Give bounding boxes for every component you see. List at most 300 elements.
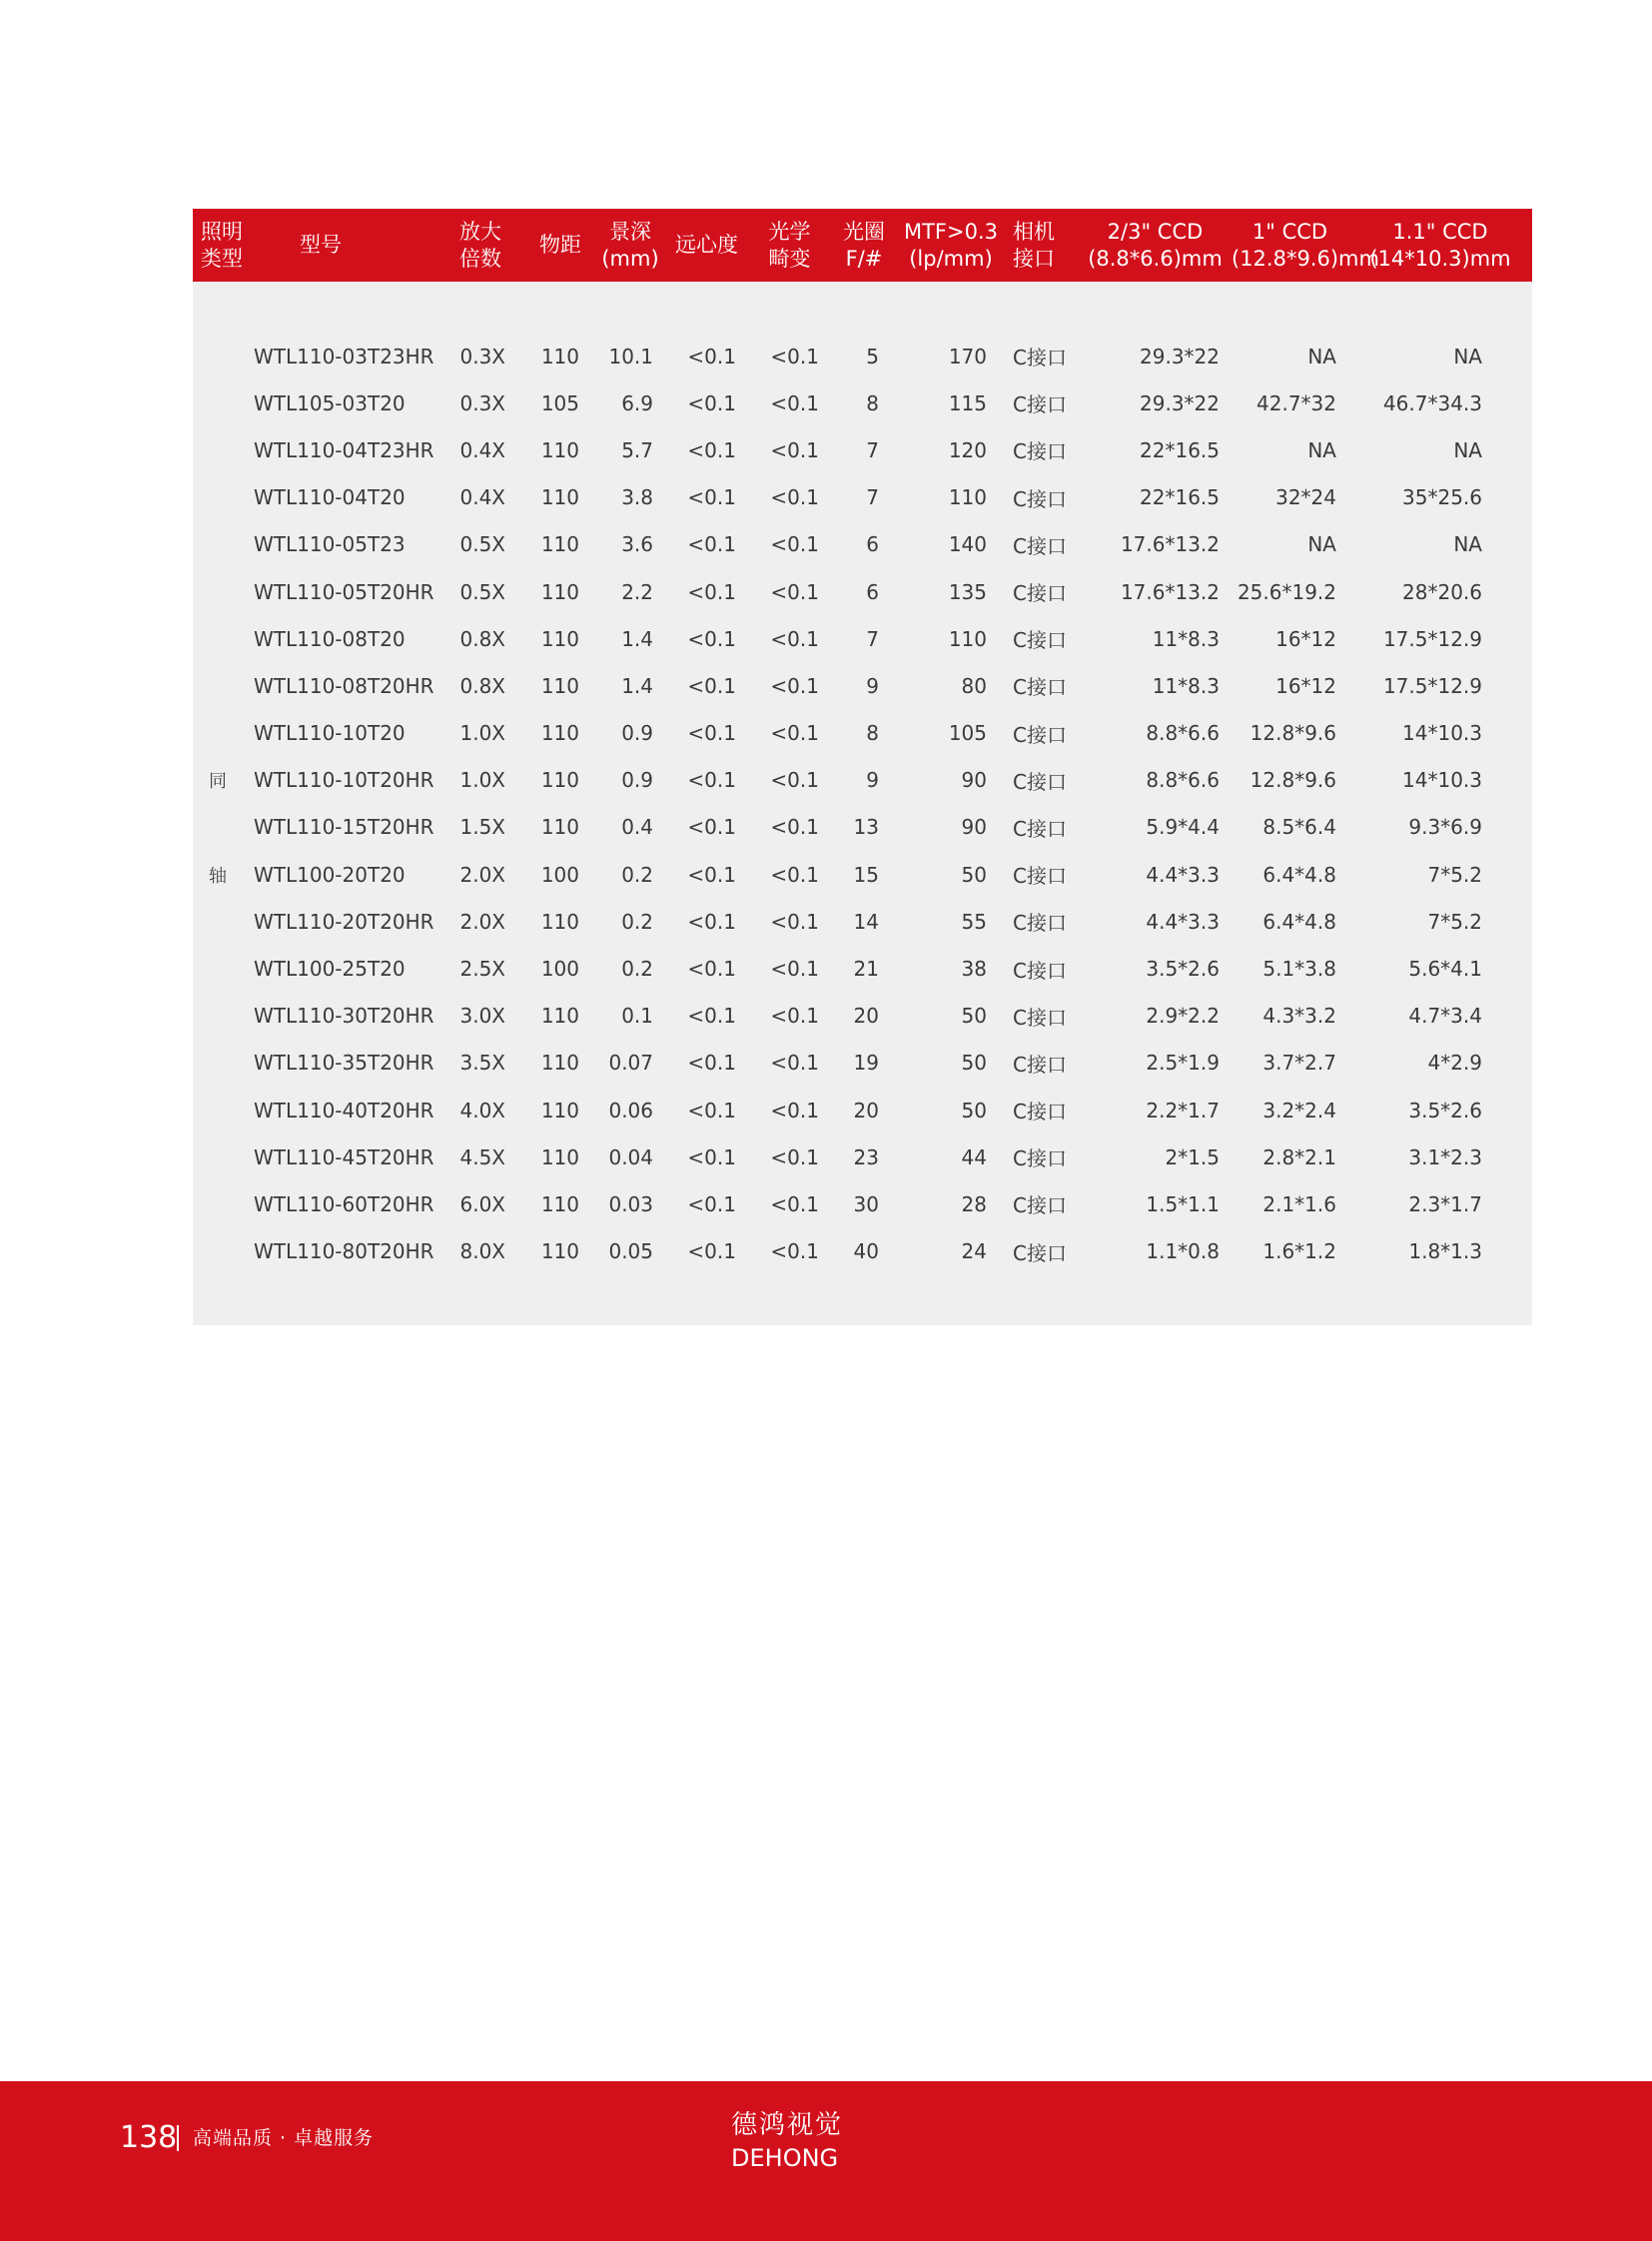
footer-divider	[177, 2125, 179, 2151]
table-row	[193, 474, 1532, 521]
cell-mtf: 90	[961, 815, 987, 840]
cell-depth-of-field: 0.05	[608, 1239, 653, 1264]
cell-camera-mount: C接口	[1013, 958, 1067, 983]
cell-magnification: 0.4X	[459, 437, 505, 462]
cell-aperture: 40	[853, 1239, 879, 1264]
page-footer	[0, 2081, 1652, 2241]
cell-ccd-1-1: 14*10.3	[1402, 768, 1482, 793]
cell-ccd-2-3: 8.8*6.6	[1146, 721, 1220, 746]
cell-working-distance: 110	[540, 344, 579, 369]
header-line: 物距	[539, 233, 581, 257]
cell-ccd-2-3: 4.4*3.3	[1146, 862, 1220, 887]
cell-ccd-1-1: NA	[1453, 344, 1482, 369]
cell-working-distance: 110	[540, 673, 579, 698]
table-row	[193, 804, 1532, 851]
cell-distortion: <0.1	[770, 1051, 819, 1076]
cell-distortion: <0.1	[770, 579, 819, 604]
cell-aperture: 15	[853, 862, 879, 887]
cell-telecentricity: <0.1	[687, 532, 736, 557]
cell-aperture: 7	[866, 437, 879, 462]
header-working-distance	[525, 209, 595, 282]
cell-magnification: 4.5X	[459, 1144, 505, 1169]
cell-mtf: 105	[948, 721, 987, 746]
cell-model: WTL110-15T20HR	[254, 815, 434, 840]
cell-depth-of-field: 0.9	[621, 768, 653, 793]
header-line: 光圈	[843, 219, 885, 244]
cell-depth-of-field: 5.7	[621, 437, 653, 462]
cell-telecentricity: <0.1	[687, 1098, 736, 1122]
cell-telecentricity: <0.1	[687, 626, 736, 651]
cell-working-distance: 110	[540, 1191, 579, 1216]
cell-ccd-1: 3.7*2.7	[1262, 1051, 1336, 1076]
header-line: 光学	[768, 219, 811, 244]
cell-distortion: <0.1	[770, 390, 819, 415]
cell-distortion: <0.1	[770, 344, 819, 369]
cell-aperture: 19	[853, 1051, 879, 1076]
table-row	[193, 993, 1532, 1040]
header-ccd-2-3	[1079, 209, 1232, 282]
cell-working-distance: 100	[540, 957, 579, 982]
cell-magnification: 0.5X	[459, 532, 505, 557]
cell-distortion: <0.1	[770, 673, 819, 698]
cell-ccd-1-1: 35*25.6	[1402, 485, 1482, 510]
header-line: (8.8*6.6)mm	[1088, 246, 1223, 271]
header-line: 2/3" CCD	[1107, 219, 1204, 244]
cell-magnification: 4.0X	[459, 1098, 505, 1122]
cell-telecentricity: <0.1	[687, 909, 736, 934]
cell-magnification: 0.3X	[459, 390, 505, 415]
cell-distortion: <0.1	[770, 1004, 819, 1029]
cell-depth-of-field: 10.1	[608, 344, 653, 369]
cell-ccd-1: 2.8*2.1	[1262, 1144, 1336, 1169]
cell-ccd-2-3: 1.1*0.8	[1146, 1239, 1220, 1264]
cell-aperture: 20	[853, 1004, 879, 1029]
table-row	[193, 615, 1532, 662]
cell-model: WTL110-20T20HR	[254, 909, 434, 934]
cell-distortion: <0.1	[770, 532, 819, 557]
cell-camera-mount: C接口	[1013, 675, 1067, 700]
cell-ccd-2-3: 4.4*3.3	[1146, 909, 1220, 934]
table-row	[193, 568, 1532, 615]
cell-ccd-1-1: 14*10.3	[1402, 721, 1482, 746]
cell-ccd-1-1: 9.3*6.9	[1408, 815, 1482, 840]
illumination-type-cell	[193, 333, 254, 1325]
cell-model: WTL110-35T20HR	[254, 1051, 434, 1076]
cell-mtf: 115	[948, 390, 987, 415]
cell-ccd-2-3: 2.9*2.2	[1146, 1004, 1220, 1029]
header-line: (12.8*9.6)mm	[1232, 246, 1379, 271]
cell-working-distance: 110	[540, 532, 579, 557]
cell-depth-of-field: 0.04	[608, 1144, 653, 1169]
cell-camera-mount: C接口	[1013, 722, 1067, 747]
cell-camera-mount: C接口	[1013, 628, 1067, 653]
cell-camera-mount: C接口	[1013, 911, 1067, 936]
cell-depth-of-field: 0.9	[621, 721, 653, 746]
cell-model: WTL110-10T20	[254, 721, 406, 746]
header-distortion	[748, 209, 831, 282]
cell-distortion: <0.1	[770, 626, 819, 651]
spacer-cell	[193, 282, 1532, 333]
cell-ccd-1-1: 5.6*4.1	[1408, 957, 1482, 982]
cell-depth-of-field: 1.4	[621, 626, 653, 651]
header-depth-of-field	[595, 209, 665, 282]
cell-depth-of-field: 3.6	[621, 532, 653, 557]
header-model	[254, 209, 451, 282]
cell-ccd-1: 5.1*3.8	[1262, 957, 1336, 982]
cell-telecentricity: <0.1	[687, 390, 736, 415]
cell-aperture: 6	[866, 579, 879, 604]
cell-camera-mount: C接口	[1013, 1193, 1067, 1218]
cell-distortion: <0.1	[770, 1239, 819, 1264]
cell-depth-of-field: 0.2	[621, 862, 653, 887]
cell-magnification: 8.0X	[459, 1239, 505, 1264]
table-row	[193, 333, 1532, 379]
header-line: MTF>0.3	[903, 219, 999, 244]
cell-ccd-1-1: 28*20.6	[1402, 579, 1482, 604]
cell-model: WTL110-10T20HR	[254, 768, 434, 793]
cell-ccd-2-3: 17.6*13.2	[1120, 579, 1220, 604]
cell-aperture: 30	[853, 1191, 879, 1216]
cell-magnification: 3.0X	[459, 1004, 505, 1029]
cell-mtf: 135	[948, 579, 987, 604]
header-line: 畸变	[768, 246, 811, 271]
cell-ccd-2-3: 2.5*1.9	[1146, 1051, 1220, 1076]
cell-depth-of-field: 2.2	[621, 579, 653, 604]
cell-telecentricity: <0.1	[687, 344, 736, 369]
header-aperture	[831, 209, 897, 282]
cell-telecentricity: <0.1	[687, 815, 736, 840]
cell-aperture: 14	[853, 909, 879, 934]
cell-camera-mount: C接口	[1013, 439, 1067, 464]
brand-name-cn: 德鸿视觉	[731, 2110, 844, 2140]
cell-mtf: 50	[961, 1051, 987, 1076]
header-ccd-1-1	[1348, 209, 1532, 282]
cell-camera-mount: C接口	[1013, 816, 1067, 841]
header-line: (mm)	[601, 246, 659, 271]
cell-telecentricity: <0.1	[687, 437, 736, 462]
cell-model: WTL110-30T20HR	[254, 1004, 434, 1029]
cell-camera-mount: C接口	[1013, 769, 1067, 794]
cell-aperture: 6	[866, 532, 879, 557]
cell-ccd-2-3: 17.6*13.2	[1120, 532, 1220, 557]
cell-magnification: 3.5X	[459, 1051, 505, 1076]
table-row	[193, 851, 1532, 898]
cell-distortion: <0.1	[770, 437, 819, 462]
cell-camera-mount: C接口	[1013, 533, 1067, 558]
cell-ccd-2-3: 29.3*22	[1140, 344, 1220, 369]
header-line: 型号	[300, 233, 342, 257]
cell-ccd-1: 16*12	[1275, 626, 1336, 651]
cell-aperture: 7	[866, 626, 879, 651]
cell-ccd-2-3: 1.5*1.1	[1146, 1191, 1220, 1216]
cell-depth-of-field: 3.8	[621, 485, 653, 510]
cell-working-distance: 110	[540, 626, 579, 651]
header-line: 相机	[1013, 219, 1055, 244]
cell-telecentricity: <0.1	[687, 1191, 736, 1216]
cell-working-distance: 110	[540, 909, 579, 934]
header-line: 1" CCD	[1251, 219, 1328, 244]
header-line: 照明	[201, 219, 243, 244]
cell-depth-of-field: 0.1	[621, 1004, 653, 1029]
cell-ccd-1: 2.1*1.6	[1262, 1191, 1336, 1216]
cell-ccd-1-1: 3.5*2.6	[1408, 1098, 1482, 1122]
cell-ccd-2-3: 8.8*6.6	[1146, 768, 1220, 793]
cell-magnification: 2.5X	[459, 957, 505, 982]
cell-magnification: 0.3X	[459, 344, 505, 369]
cell-working-distance: 110	[540, 721, 579, 746]
header-line: 倍数	[459, 246, 501, 271]
illumination-char: 轴	[209, 865, 227, 887]
header-line: 远心度	[675, 233, 738, 257]
cell-aperture: 8	[866, 390, 879, 415]
table-row	[193, 1087, 1532, 1133]
cell-aperture: 20	[853, 1098, 879, 1122]
cell-ccd-2-3: 22*16.5	[1140, 437, 1220, 462]
cell-telecentricity: <0.1	[687, 1239, 736, 1264]
cell-depth-of-field: 0.03	[608, 1191, 653, 1216]
cell-depth-of-field: 0.06	[608, 1098, 653, 1122]
cell-mtf: 170	[948, 344, 987, 369]
table-row	[193, 1180, 1532, 1227]
cell-telecentricity: <0.1	[687, 1144, 736, 1169]
cell-ccd-1-1: 7*5.2	[1427, 862, 1482, 887]
cell-telecentricity: <0.1	[687, 1004, 736, 1029]
cell-camera-mount: C接口	[1013, 1005, 1067, 1030]
cell-depth-of-field: 1.4	[621, 673, 653, 698]
cell-working-distance: 110	[540, 579, 579, 604]
cell-mtf: 80	[961, 673, 987, 698]
header-line: 1.1" CCD	[1392, 219, 1488, 244]
cell-aperture: 8	[866, 721, 879, 746]
cell-model: WTL110-04T23HR	[254, 437, 434, 462]
cell-magnification: 6.0X	[459, 1191, 505, 1216]
table-row	[193, 662, 1532, 709]
table-row	[193, 710, 1532, 757]
cell-magnification: 0.8X	[459, 673, 505, 698]
table-body	[193, 282, 1532, 1325]
table-row	[193, 1228, 1532, 1275]
cell-model: WTL110-08T20HR	[254, 673, 434, 698]
cell-depth-of-field: 0.2	[621, 957, 653, 982]
cell-model: WTL105-03T20	[254, 390, 406, 415]
cell-magnification: 1.0X	[459, 768, 505, 793]
cell-ccd-1: 6.4*4.8	[1262, 862, 1336, 887]
cell-camera-mount: C接口	[1013, 392, 1067, 417]
cell-camera-mount: C接口	[1013, 1052, 1067, 1077]
cell-depth-of-field: 6.9	[621, 390, 653, 415]
cell-camera-mount: C接口	[1013, 346, 1067, 371]
cell-ccd-1: NA	[1307, 532, 1336, 557]
cell-ccd-2-3: 3.5*2.6	[1146, 957, 1220, 982]
cell-telecentricity: <0.1	[687, 673, 736, 698]
cell-mtf: 44	[961, 1144, 987, 1169]
cell-aperture: 9	[866, 673, 879, 698]
cell-mtf: 50	[961, 862, 987, 887]
header-illumination-type	[193, 209, 254, 282]
cell-ccd-2-3: 11*8.3	[1152, 673, 1220, 698]
cell-mtf: 120	[948, 437, 987, 462]
cell-ccd-1-1: NA	[1453, 532, 1482, 557]
cell-working-distance: 110	[540, 1051, 579, 1076]
cell-distortion: <0.1	[770, 1098, 819, 1122]
cell-model: WTL100-25T20	[254, 957, 406, 982]
cell-magnification: 1.0X	[459, 721, 505, 746]
cell-telecentricity: <0.1	[687, 862, 736, 887]
cell-model: WTL110-60T20HR	[254, 1191, 434, 1216]
cell-ccd-2-3: 2*1.5	[1165, 1144, 1220, 1169]
cell-aperture: 7	[866, 485, 879, 510]
cell-mtf: 50	[961, 1004, 987, 1029]
cell-distortion: <0.1	[770, 957, 819, 982]
cell-working-distance: 110	[540, 768, 579, 793]
cell-ccd-2-3: 11*8.3	[1152, 626, 1220, 651]
cell-ccd-2-3: 29.3*22	[1140, 390, 1220, 415]
cell-mtf: 24	[961, 1239, 987, 1264]
cell-telecentricity: <0.1	[687, 485, 736, 510]
cell-mtf: 140	[948, 532, 987, 557]
header-row	[193, 209, 1532, 282]
cell-mtf: 110	[948, 626, 987, 651]
cell-model: WTL110-03T23HR	[254, 344, 434, 369]
table-row	[193, 1040, 1532, 1087]
header-line: 接口	[1013, 246, 1055, 271]
spacer-row	[193, 282, 1532, 333]
cell-mtf: 38	[961, 957, 987, 982]
spacer-cell	[254, 1275, 1532, 1325]
cell-aperture: 21	[853, 957, 879, 982]
illumination-char: 同	[209, 770, 227, 792]
cell-magnification: 0.8X	[459, 626, 505, 651]
cell-ccd-1-1: 4*2.9	[1427, 1051, 1482, 1076]
table-row	[193, 945, 1532, 992]
cell-model: WTL110-45T20HR	[254, 1144, 434, 1169]
table-row	[193, 521, 1532, 568]
cell-working-distance: 110	[540, 1239, 579, 1264]
cell-mtf: 90	[961, 768, 987, 793]
header-telecentricity	[665, 209, 748, 282]
table-row	[193, 757, 1532, 804]
cell-distortion: <0.1	[770, 721, 819, 746]
header-line: (lp/mm)	[909, 246, 993, 271]
cell-telecentricity: <0.1	[687, 1051, 736, 1076]
table-row	[193, 898, 1532, 945]
cell-ccd-1-1: 17.5*12.9	[1382, 673, 1482, 698]
cell-camera-mount: C接口	[1013, 1146, 1067, 1171]
cell-depth-of-field: 0.2	[621, 909, 653, 934]
cell-model: WTL110-80T20HR	[254, 1239, 434, 1264]
cell-ccd-1: 42.7*32	[1256, 390, 1336, 415]
cell-telecentricity: <0.1	[687, 579, 736, 604]
cell-model: WTL110-05T23	[254, 532, 406, 557]
cell-mtf: 28	[961, 1191, 987, 1216]
cell-magnification: 2.0X	[459, 909, 505, 934]
cell-model: WTL110-40T20HR	[254, 1098, 434, 1122]
header-line: (14*10.3)mm	[1369, 246, 1511, 271]
cell-distortion: <0.1	[770, 909, 819, 934]
cell-distortion: <0.1	[770, 485, 819, 510]
cell-telecentricity: <0.1	[687, 768, 736, 793]
cell-magnification: 0.5X	[459, 579, 505, 604]
cell-aperture: 5	[866, 344, 879, 369]
cell-ccd-2-3: 22*16.5	[1140, 485, 1220, 510]
lens-spec-table	[193, 209, 1532, 1325]
table-row	[193, 379, 1532, 426]
header-magnification	[451, 209, 525, 282]
cell-ccd-2-3: 5.9*4.4	[1146, 815, 1220, 840]
cell-depth-of-field: 0.4	[621, 815, 653, 840]
cell-model: WTL110-04T20	[254, 485, 406, 510]
cell-ccd-1: 32*24	[1275, 485, 1336, 510]
cell-camera-mount: C接口	[1013, 864, 1067, 889]
cell-aperture: 23	[853, 1144, 879, 1169]
cell-distortion: <0.1	[770, 815, 819, 840]
cell-working-distance: 105	[540, 390, 579, 415]
cell-model: WTL110-08T20	[254, 626, 406, 651]
table-row	[193, 1133, 1532, 1180]
cell-working-distance: 110	[540, 1098, 579, 1122]
cell-distortion: <0.1	[770, 862, 819, 887]
cell-ccd-1: 12.8*9.6	[1249, 768, 1336, 793]
cell-camera-mount: C接口	[1013, 1100, 1067, 1124]
cell-ccd-2-3: 2.2*1.7	[1146, 1098, 1220, 1122]
cell-camera-mount: C接口	[1013, 486, 1067, 511]
cell-ccd-1: 16*12	[1275, 673, 1336, 698]
cell-camera-mount: C接口	[1013, 1240, 1067, 1265]
cell-distortion: <0.1	[770, 768, 819, 793]
cell-working-distance: 110	[540, 1004, 579, 1029]
cell-mtf: 110	[948, 485, 987, 510]
cell-mtf: 50	[961, 1098, 987, 1122]
footer-slogan: 高端品质 · 卓越服务	[193, 2127, 375, 2149]
header-line: F/#	[845, 246, 883, 271]
cell-ccd-1-1: 3.1*2.3	[1408, 1144, 1482, 1169]
cell-mtf: 55	[961, 909, 987, 934]
cell-model: WTL100-20T20	[254, 862, 406, 887]
cell-distortion: <0.1	[770, 1144, 819, 1169]
cell-aperture: 9	[866, 768, 879, 793]
header-line: 景深	[609, 219, 651, 244]
spacer-row	[193, 1275, 1532, 1325]
cell-working-distance: 110	[540, 815, 579, 840]
cell-telecentricity: <0.1	[687, 957, 736, 982]
cell-model: WTL110-05T20HR	[254, 579, 434, 604]
cell-working-distance: 110	[540, 485, 579, 510]
cell-telecentricity: <0.1	[687, 721, 736, 746]
cell-ccd-1-1: 1.8*1.3	[1408, 1239, 1482, 1264]
cell-ccd-1-1: 17.5*12.9	[1382, 626, 1482, 651]
cell-camera-mount: C接口	[1013, 581, 1067, 606]
table-header	[193, 209, 1532, 282]
cell-ccd-1: NA	[1307, 344, 1336, 369]
cell-working-distance: 110	[540, 437, 579, 462]
cell-ccd-1: 3.2*2.4	[1262, 1098, 1336, 1122]
table-row	[193, 426, 1532, 473]
header-line: 类型	[201, 246, 243, 271]
cell-ccd-1: 4.3*3.2	[1262, 1004, 1336, 1029]
cell-ccd-1-1: 2.3*1.7	[1408, 1191, 1482, 1216]
header-camera-mount	[1005, 209, 1079, 282]
brand-name-en: DEHONG	[731, 2144, 839, 2172]
header-mtf	[897, 209, 1005, 282]
cell-aperture: 13	[853, 815, 879, 840]
cell-ccd-1-1: NA	[1453, 437, 1482, 462]
header-line: 放大	[459, 219, 501, 244]
cell-distortion: <0.1	[770, 1191, 819, 1216]
cell-magnification: 0.4X	[459, 485, 505, 510]
cell-magnification: 1.5X	[459, 815, 505, 840]
cell-ccd-1: 12.8*9.6	[1249, 721, 1336, 746]
cell-ccd-1-1: 7*5.2	[1427, 909, 1482, 934]
